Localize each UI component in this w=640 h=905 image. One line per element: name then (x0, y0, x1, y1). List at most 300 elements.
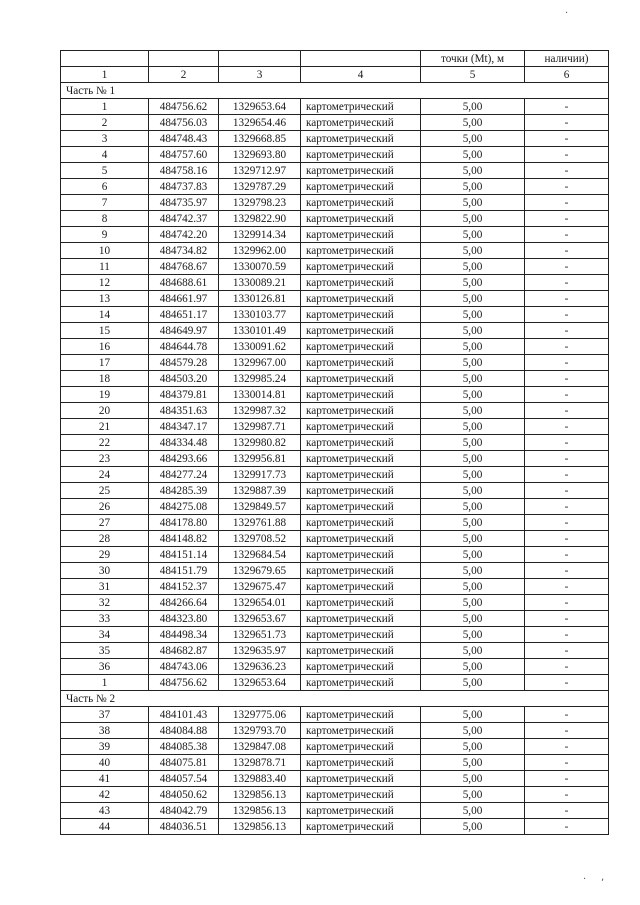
column-number-3: 3 (219, 67, 301, 83)
point-number-cell: 22 (61, 435, 149, 451)
method-cell: картометрический (301, 291, 421, 307)
point-number-cell: 3 (61, 131, 149, 147)
method-cell: картометрический (301, 547, 421, 563)
point-number-cell: 29 (61, 547, 149, 563)
x-coordinate-cell: 484579.28 (149, 355, 219, 371)
table-row (61, 579, 609, 595)
x-coordinate-cell: 484644.78 (149, 339, 219, 355)
table-row (61, 163, 609, 179)
y-coordinate-cell: 1329956.81 (219, 451, 301, 467)
table-row (61, 371, 609, 387)
accuracy-cell: 5,00 (421, 131, 525, 147)
table-row (61, 787, 609, 803)
point-number-cell: 6 (61, 179, 149, 195)
point-number-cell: 30 (61, 563, 149, 579)
method-cell: картометрический (301, 323, 421, 339)
x-coordinate-cell: 484498.34 (149, 627, 219, 643)
column-number-2: 2 (149, 67, 219, 83)
accuracy-cell: 5,00 (421, 659, 525, 675)
x-coordinate-cell: 484275.08 (149, 499, 219, 515)
x-coordinate-cell: 484758.16 (149, 163, 219, 179)
method-cell: картометрический (301, 371, 421, 387)
x-coordinate-cell: 484503.20 (149, 371, 219, 387)
accuracy-cell: 5,00 (421, 611, 525, 627)
method-cell: картометрический (301, 163, 421, 179)
table-row (61, 115, 609, 131)
point-number-cell: 41 (61, 771, 149, 787)
method-cell: картометрический (301, 675, 421, 691)
scan-speck: , (601, 872, 605, 883)
y-coordinate-cell: 1329856.13 (219, 787, 301, 803)
point-number-cell: 33 (61, 611, 149, 627)
table-row (61, 595, 609, 611)
accuracy-cell: 5,00 (421, 179, 525, 195)
accuracy-cell: 5,00 (421, 291, 525, 307)
availability-cell: - (525, 547, 609, 563)
availability-cell: - (525, 435, 609, 451)
availability-cell: - (525, 771, 609, 787)
availability-cell: - (525, 579, 609, 595)
x-coordinate-cell: 484661.97 (149, 291, 219, 307)
point-number-cell: 42 (61, 787, 149, 803)
section-title: Часть № 1 (61, 83, 609, 99)
point-number-cell: 15 (61, 323, 149, 339)
method-cell: картометрический (301, 115, 421, 131)
y-coordinate-cell: 1329651.73 (219, 627, 301, 643)
availability-cell: - (525, 755, 609, 771)
method-cell: картометрический (301, 515, 421, 531)
table-row (61, 339, 609, 355)
table-row (61, 307, 609, 323)
x-coordinate-cell: 484323.80 (149, 611, 219, 627)
point-number-cell: 4 (61, 147, 149, 163)
point-number-cell: 39 (61, 739, 149, 755)
method-cell: картометрический (301, 99, 421, 115)
method-cell: картометрический (301, 787, 421, 803)
table-row (61, 547, 609, 563)
accuracy-cell: 5,00 (421, 739, 525, 755)
x-coordinate-cell: 484036.51 (149, 819, 219, 835)
x-coordinate-cell: 484148.82 (149, 531, 219, 547)
x-coordinate-cell: 484266.64 (149, 595, 219, 611)
accuracy-cell: 5,00 (421, 627, 525, 643)
availability-cell: - (525, 323, 609, 339)
x-coordinate-cell: 484743.06 (149, 659, 219, 675)
x-coordinate-cell: 484057.54 (149, 771, 219, 787)
availability-cell: - (525, 339, 609, 355)
coordinates-table (60, 50, 609, 835)
accuracy-cell: 5,00 (421, 339, 525, 355)
table-row (61, 291, 609, 307)
point-number-cell: 20 (61, 403, 149, 419)
x-coordinate-cell: 484277.24 (149, 467, 219, 483)
method-cell: картометрический (301, 355, 421, 371)
x-coordinate-cell: 484050.62 (149, 787, 219, 803)
availability-cell: - (525, 707, 609, 723)
availability-cell: - (525, 803, 609, 819)
y-coordinate-cell: 1329775.06 (219, 707, 301, 723)
section-row (61, 83, 609, 99)
availability-cell: - (525, 179, 609, 195)
availability-cell: - (525, 147, 609, 163)
x-coordinate-cell: 484682.87 (149, 643, 219, 659)
availability-cell: - (525, 355, 609, 371)
method-cell: картометрический (301, 275, 421, 291)
availability-cell: - (525, 131, 609, 147)
method-cell: картометрический (301, 227, 421, 243)
y-coordinate-cell: 1329684.54 (219, 547, 301, 563)
accuracy-cell: 5,00 (421, 307, 525, 323)
y-coordinate-cell: 1329822.90 (219, 211, 301, 227)
y-coordinate-cell: 1329693.80 (219, 147, 301, 163)
y-coordinate-cell: 1329761.88 (219, 515, 301, 531)
column-number-4: 4 (301, 67, 421, 83)
availability-cell: - (525, 515, 609, 531)
availability-cell: - (525, 291, 609, 307)
availability-cell: - (525, 467, 609, 483)
x-coordinate-cell: 484734.82 (149, 243, 219, 259)
point-number-cell: 13 (61, 291, 149, 307)
y-coordinate-cell: 1329679.65 (219, 563, 301, 579)
table-row (61, 131, 609, 147)
availability-cell: - (525, 627, 609, 643)
x-coordinate-cell: 484651.17 (149, 307, 219, 323)
accuracy-cell: 5,00 (421, 435, 525, 451)
point-number-cell: 11 (61, 259, 149, 275)
table-row (61, 403, 609, 419)
accuracy-cell: 5,00 (421, 163, 525, 179)
availability-cell: - (525, 643, 609, 659)
accuracy-cell: 5,00 (421, 243, 525, 259)
point-number-cell: 16 (61, 339, 149, 355)
method-cell: картометрический (301, 483, 421, 499)
availability-cell: - (525, 243, 609, 259)
y-coordinate-cell: 1329883.40 (219, 771, 301, 787)
y-coordinate-cell: 1329798.23 (219, 195, 301, 211)
availability-cell: - (525, 563, 609, 579)
y-coordinate-cell: 1329856.13 (219, 819, 301, 835)
section-row (61, 691, 609, 707)
table-row (61, 195, 609, 211)
table-row (61, 659, 609, 675)
point-number-cell: 27 (61, 515, 149, 531)
availability-cell: - (525, 307, 609, 323)
table-row (61, 355, 609, 371)
table-body (61, 51, 609, 835)
table-row (61, 99, 609, 115)
x-coordinate-cell: 484756.62 (149, 675, 219, 691)
x-coordinate-cell: 484101.43 (149, 707, 219, 723)
accuracy-cell: 5,00 (421, 355, 525, 371)
accuracy-cell: 5,00 (421, 755, 525, 771)
column-number-1: 1 (61, 67, 149, 83)
x-coordinate-cell: 484768.67 (149, 259, 219, 275)
point-number-cell: 28 (61, 531, 149, 547)
method-cell: картометрический (301, 259, 421, 275)
x-coordinate-cell: 484748.43 (149, 131, 219, 147)
header-top-cell-2 (149, 51, 219, 67)
x-coordinate-cell: 484285.39 (149, 483, 219, 499)
y-coordinate-cell: 1329847.08 (219, 739, 301, 755)
method-cell: картометрический (301, 339, 421, 355)
y-coordinate-cell: 1329887.39 (219, 483, 301, 499)
point-number-cell: 32 (61, 595, 149, 611)
column-number-6: 6 (525, 67, 609, 83)
column-number-5: 5 (421, 67, 525, 83)
scan-speck: · (565, 8, 569, 19)
y-coordinate-cell: 1329708.52 (219, 531, 301, 547)
x-coordinate-cell: 484347.17 (149, 419, 219, 435)
accuracy-cell: 5,00 (421, 723, 525, 739)
y-coordinate-cell: 1329653.64 (219, 99, 301, 115)
accuracy-cell: 5,00 (421, 211, 525, 227)
method-cell: картометрический (301, 579, 421, 595)
accuracy-cell: 5,00 (421, 563, 525, 579)
method-cell: картометрический (301, 595, 421, 611)
table-row (61, 611, 609, 627)
table-row (61, 819, 609, 835)
x-coordinate-cell: 484649.97 (149, 323, 219, 339)
y-coordinate-cell: 1329980.82 (219, 435, 301, 451)
method-cell: картометрический (301, 307, 421, 323)
point-number-cell: 36 (61, 659, 149, 675)
method-cell: картометрический (301, 467, 421, 483)
x-coordinate-cell: 484756.62 (149, 99, 219, 115)
accuracy-cell: 5,00 (421, 467, 525, 483)
x-coordinate-cell: 484379.81 (149, 387, 219, 403)
method-cell: картометрический (301, 451, 421, 467)
availability-cell: - (525, 723, 609, 739)
header-top-cell-5: точки (Mt), м (421, 51, 525, 67)
y-coordinate-cell: 1330126.81 (219, 291, 301, 307)
table-row (61, 515, 609, 531)
x-coordinate-cell: 484042.79 (149, 803, 219, 819)
table-row (61, 739, 609, 755)
method-cell: картометрический (301, 611, 421, 627)
method-cell: картометрический (301, 387, 421, 403)
availability-cell: - (525, 483, 609, 499)
accuracy-cell: 5,00 (421, 483, 525, 499)
method-cell: картометрический (301, 755, 421, 771)
method-cell: картометрический (301, 643, 421, 659)
table-row (61, 627, 609, 643)
accuracy-cell: 5,00 (421, 99, 525, 115)
availability-cell: - (525, 371, 609, 387)
point-number-cell: 21 (61, 419, 149, 435)
accuracy-cell: 5,00 (421, 643, 525, 659)
table-row (61, 275, 609, 291)
point-number-cell: 9 (61, 227, 149, 243)
point-number-cell: 26 (61, 499, 149, 515)
y-coordinate-cell: 1329787.29 (219, 179, 301, 195)
point-number-cell: 25 (61, 483, 149, 499)
point-number-cell: 7 (61, 195, 149, 211)
availability-cell: - (525, 259, 609, 275)
table-row (61, 211, 609, 227)
method-cell: картометрический (301, 723, 421, 739)
point-number-cell: 34 (61, 627, 149, 643)
x-coordinate-cell: 484178.80 (149, 515, 219, 531)
availability-cell: - (525, 227, 609, 243)
method-cell: картометрический (301, 627, 421, 643)
availability-cell: - (525, 403, 609, 419)
y-coordinate-cell: 1330091.62 (219, 339, 301, 355)
accuracy-cell: 5,00 (421, 579, 525, 595)
y-coordinate-cell: 1329987.71 (219, 419, 301, 435)
y-coordinate-cell: 1329967.00 (219, 355, 301, 371)
table-row (61, 707, 609, 723)
availability-cell: - (525, 451, 609, 467)
point-number-cell: 44 (61, 819, 149, 835)
table-row (61, 803, 609, 819)
table-row (61, 499, 609, 515)
y-coordinate-cell: 1329636.23 (219, 659, 301, 675)
accuracy-cell: 5,00 (421, 803, 525, 819)
table-row (61, 387, 609, 403)
table-row (61, 771, 609, 787)
header-top-cell-4 (301, 51, 421, 67)
y-coordinate-cell: 1329654.46 (219, 115, 301, 131)
availability-cell: - (525, 99, 609, 115)
method-cell: картометрический (301, 243, 421, 259)
header-top-cell-6: наличии) (525, 51, 609, 67)
method-cell: картометрический (301, 499, 421, 515)
availability-cell: - (525, 659, 609, 675)
table-row (61, 723, 609, 739)
table-row (61, 531, 609, 547)
table-row (61, 227, 609, 243)
availability-cell: - (525, 195, 609, 211)
accuracy-cell: 5,00 (421, 595, 525, 611)
point-number-cell: 14 (61, 307, 149, 323)
table-row (61, 243, 609, 259)
x-coordinate-cell: 484742.20 (149, 227, 219, 243)
y-coordinate-cell: 1330014.81 (219, 387, 301, 403)
availability-cell: - (525, 675, 609, 691)
y-coordinate-cell: 1329653.67 (219, 611, 301, 627)
accuracy-cell: 5,00 (421, 675, 525, 691)
accuracy-cell: 5,00 (421, 227, 525, 243)
section-title: Часть № 2 (61, 691, 609, 707)
x-coordinate-cell: 484075.81 (149, 755, 219, 771)
table-row (61, 643, 609, 659)
table-row (61, 483, 609, 499)
x-coordinate-cell: 484742.37 (149, 211, 219, 227)
point-number-cell: 23 (61, 451, 149, 467)
table-row (61, 451, 609, 467)
point-number-cell: 8 (61, 211, 149, 227)
header-row-top (61, 51, 609, 67)
y-coordinate-cell: 1329675.47 (219, 579, 301, 595)
accuracy-cell: 5,00 (421, 323, 525, 339)
point-number-cell: 10 (61, 243, 149, 259)
x-coordinate-cell: 484756.03 (149, 115, 219, 131)
accuracy-cell: 5,00 (421, 707, 525, 723)
accuracy-cell: 5,00 (421, 515, 525, 531)
method-cell: картометрический (301, 531, 421, 547)
x-coordinate-cell: 484735.97 (149, 195, 219, 211)
header-row-numbers (61, 67, 609, 83)
availability-cell: - (525, 531, 609, 547)
coordinates-table-sheet (60, 50, 608, 835)
availability-cell: - (525, 499, 609, 515)
y-coordinate-cell: 1330070.59 (219, 259, 301, 275)
accuracy-cell: 5,00 (421, 531, 525, 547)
method-cell: картометрический (301, 435, 421, 451)
y-coordinate-cell: 1329917.73 (219, 467, 301, 483)
y-coordinate-cell: 1329668.85 (219, 131, 301, 147)
y-coordinate-cell: 1329856.13 (219, 803, 301, 819)
availability-cell: - (525, 419, 609, 435)
point-number-cell: 1 (61, 675, 149, 691)
method-cell: картометрический (301, 195, 421, 211)
accuracy-cell: 5,00 (421, 403, 525, 419)
point-number-cell: 17 (61, 355, 149, 371)
point-number-cell: 35 (61, 643, 149, 659)
x-coordinate-cell: 484151.14 (149, 547, 219, 563)
y-coordinate-cell: 1329849.57 (219, 499, 301, 515)
accuracy-cell: 5,00 (421, 499, 525, 515)
method-cell: картометрический (301, 739, 421, 755)
point-number-cell: 5 (61, 163, 149, 179)
table-row (61, 675, 609, 691)
method-cell: картометрический (301, 819, 421, 835)
accuracy-cell: 5,00 (421, 259, 525, 275)
table-row (61, 179, 609, 195)
y-coordinate-cell: 1329987.32 (219, 403, 301, 419)
point-number-cell: 31 (61, 579, 149, 595)
availability-cell: - (525, 163, 609, 179)
availability-cell: - (525, 739, 609, 755)
x-coordinate-cell: 484757.60 (149, 147, 219, 163)
x-coordinate-cell: 484334.48 (149, 435, 219, 451)
method-cell: картометрический (301, 403, 421, 419)
x-coordinate-cell: 484084.88 (149, 723, 219, 739)
y-coordinate-cell: 1329793.70 (219, 723, 301, 739)
method-cell: картометрический (301, 563, 421, 579)
accuracy-cell: 5,00 (421, 387, 525, 403)
y-coordinate-cell: 1329985.24 (219, 371, 301, 387)
point-number-cell: 37 (61, 707, 149, 723)
point-number-cell: 38 (61, 723, 149, 739)
accuracy-cell: 5,00 (421, 147, 525, 163)
accuracy-cell: 5,00 (421, 787, 525, 803)
y-coordinate-cell: 1329878.71 (219, 755, 301, 771)
point-number-cell: 24 (61, 467, 149, 483)
y-coordinate-cell: 1329914.34 (219, 227, 301, 243)
x-coordinate-cell: 484085.38 (149, 739, 219, 755)
point-number-cell: 19 (61, 387, 149, 403)
table-row (61, 435, 609, 451)
availability-cell: - (525, 115, 609, 131)
table-row (61, 323, 609, 339)
point-number-cell: 2 (61, 115, 149, 131)
accuracy-cell: 5,00 (421, 371, 525, 387)
method-cell: картометрический (301, 419, 421, 435)
accuracy-cell: 5,00 (421, 275, 525, 291)
table-row (61, 755, 609, 771)
availability-cell: - (525, 387, 609, 403)
scan-speck: · (583, 874, 587, 885)
y-coordinate-cell: 1329653.64 (219, 675, 301, 691)
method-cell: картометрический (301, 211, 421, 227)
table-row (61, 259, 609, 275)
x-coordinate-cell: 484351.63 (149, 403, 219, 419)
availability-cell: - (525, 595, 609, 611)
x-coordinate-cell: 484293.66 (149, 451, 219, 467)
availability-cell: - (525, 787, 609, 803)
table-row (61, 419, 609, 435)
